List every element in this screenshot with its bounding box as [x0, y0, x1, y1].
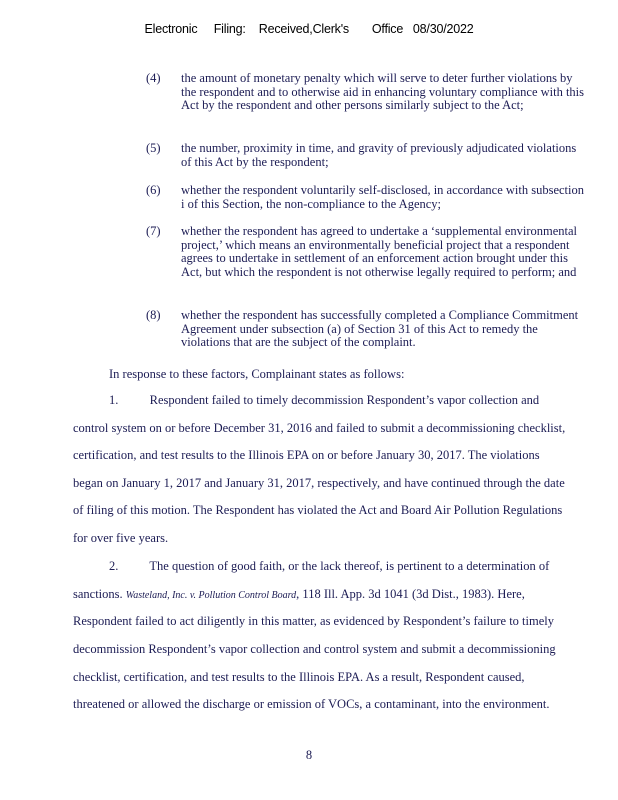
factor-number: (8) [146, 308, 161, 322]
para1-line: certification, and test results to the Illinois EPA on or before January 30, 2017. The violations [73, 448, 540, 462]
intro-sentence: In response to these factors, Complainant states as follows: [109, 367, 405, 381]
case-citation: Wasteland, Inc. v. Pollution Control Board [125, 590, 297, 601]
para2-line: checklist, certification, and test results to the Illinois EPA. As a result, Respondent caused, [73, 670, 525, 684]
factor-item [146, 184, 586, 211]
factor-text: whether the respondent has successfully completed a Compliance Commitment Agreement under subsection (a) of Section 31 of this Act to remedy the violations that are the subject of the complaint. [181, 308, 579, 350]
para2-line: Respondent failed to act diligently in this matter, as evidenced by Respondent’s failure to timely [73, 614, 554, 628]
factor-text: the number, proximity in time, and gravity of previously adjudicated violations of this Act by the respondent; [181, 141, 577, 169]
factor-number: (7) [146, 224, 161, 238]
para2-citation-line [73, 587, 525, 602]
para1-line: for over five years. [73, 531, 169, 545]
para2-line: threatened or allowed the discharge or emission of VOCs, a contaminant, into the environment. [73, 697, 550, 711]
citation-suffix: , 118 Ill. App. 3d 1041 (3d Dist., 1983). Here, [296, 587, 525, 601]
factor-text: the amount of monetary penalty which will serve to deter further violations by the respondent and to otherwise aid in enhancing voluntary compliance with this Act by the respondent and other persons similarly subject to the Act; [181, 71, 585, 113]
factor-text: whether the respondent voluntarily self-disclosed, in accordance with subsection i of this Section, the non-compliance to the Agency; [181, 183, 585, 211]
citation-prefix: sanctions. [73, 587, 126, 601]
filing-header: Electronic Filing: Received,Clerk's Office 08/30/2022 [144, 22, 474, 36]
factor-item [146, 309, 586, 350]
factor-number: (4) [146, 71, 161, 85]
factor-number: (5) [146, 141, 161, 155]
para2-line: 2. The question of good faith, or the lack thereof, is pertinent to a determination of [109, 559, 550, 573]
factor-text: whether the respondent has agreed to undertake a ‘supplemental environmental project,’ which means an environmentally beneficial project that a respondent agrees to undertake in settlement of an enforcement action brought under this Act, but which the respondent is not otherwise legally required to perform; and [181, 224, 578, 279]
para1-line: 1. Respondent failed to timely decommission Respondent’s vapor collection and [109, 393, 540, 407]
page-number: 8 [305, 748, 313, 762]
para1-line: of filing of this motion. The Respondent has violated the Act and Board Air Pollution Regulations [73, 503, 563, 517]
para1-line: began on January 1, 2017 and January 31, 2017, respectively, and have continued through the date [73, 476, 565, 490]
factor-item [146, 225, 586, 279]
factor-item [146, 142, 586, 169]
factor-item [146, 72, 586, 113]
para1-line: control system on or before December 31, 2016 and failed to submit a decommissioning checklist, [73, 421, 566, 435]
factor-number: (6) [146, 183, 161, 197]
para2-line: decommission Respondent’s vapor collection and control system and submit a decommissioning [73, 642, 556, 656]
